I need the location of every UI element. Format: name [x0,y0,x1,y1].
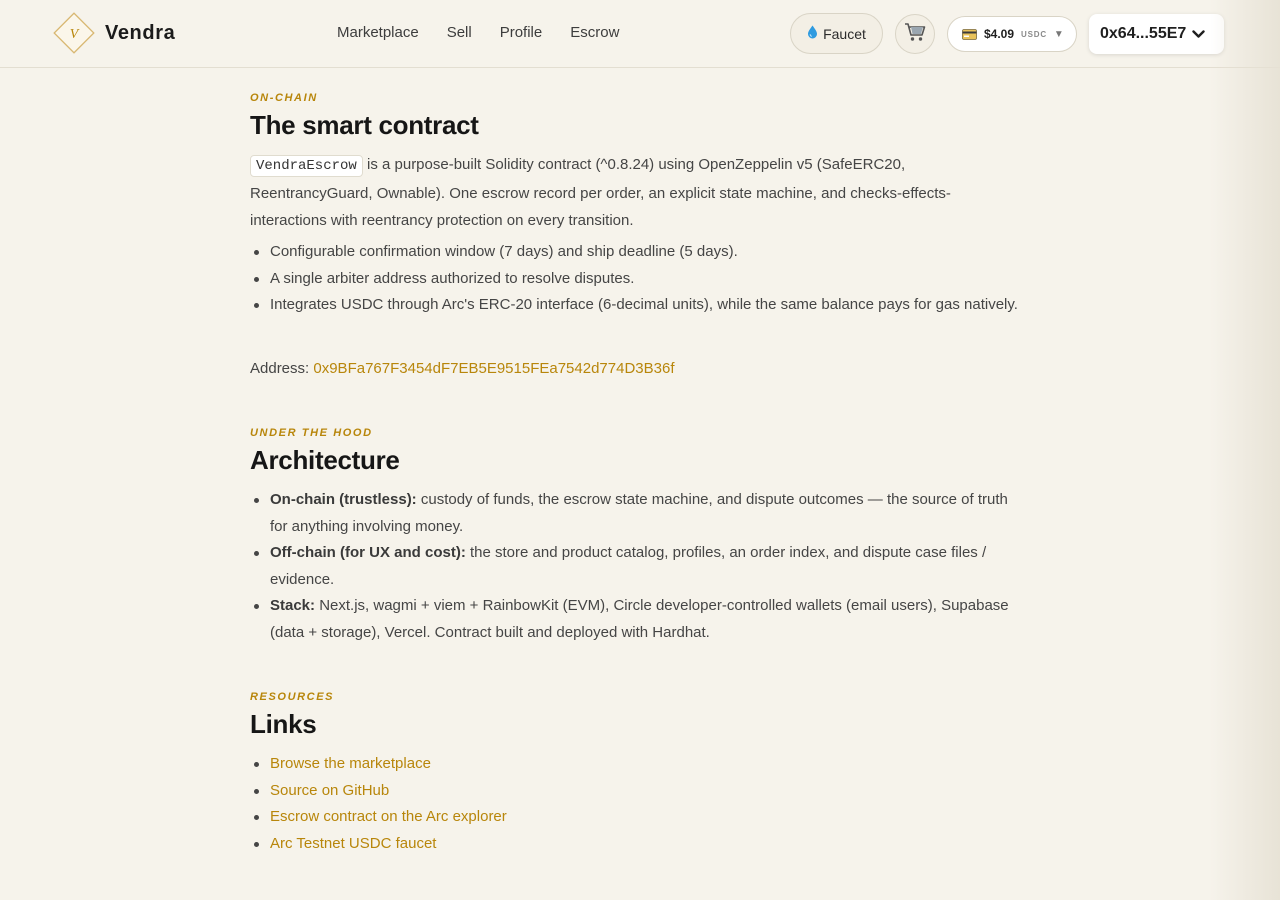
link-usdc-faucet[interactable]: Arc Testnet USDC faucet [270,834,437,852]
credit-card-icon [962,29,977,40]
cart-icon [904,22,926,47]
section-eyebrow-on-chain: ON-CHAIN [250,92,318,104]
nav-item-escrow[interactable]: Escrow [570,24,620,41]
contract-features-list [250,239,1020,319]
list-item [250,778,1020,805]
list-item-term: Off-chain (for UX and cost): [270,544,466,561]
address-label: Address: [250,360,314,377]
nav-item-profile[interactable]: Profile [499,24,543,41]
list-item [250,540,1020,593]
droplet-icon [807,25,818,42]
link-arc-explorer[interactable]: Escrow contract on the Arc explorer [270,808,507,825]
list-item: Integrates USDC through Arc's ERC-20 interface (6-decimal units), while the same balance pays for gas natively. [250,292,1020,319]
svg-text:V: V [69,27,79,42]
section-title-links: Links [250,709,317,739]
right-edge-shadow [1210,0,1280,900]
section-eyebrow-under-the-hood: UNDER THE HOOD [250,427,373,439]
list-item [250,751,1020,778]
wallet-address: 0x64...55E7 [1100,25,1187,42]
nav-item-marketplace[interactable]: Marketplace [337,24,419,41]
contract-intro-text: is a purpose-built Solidity contract (^0.8.24) using OpenZeppelin v5 (SafeERC20, ReentrancyGuard, Ownable). One escrow record per order, an explicit state machine, and checks-effects-interactions with reentrancy protection on every transition. [250,156,951,229]
list-item [250,831,1020,858]
list-item: Configurable confirmation window (7 days) and ship deadline (5 days). [250,239,1020,266]
balance-dropdown[interactable] [947,16,1077,52]
main-nav [337,24,647,41]
chevron-down-icon [1192,30,1205,39]
section-eyebrow-resources: RESOURCES [250,691,335,703]
vendra-logo-icon [50,9,98,57]
contract-address-link[interactable]: 0x9BFa767F3454dF7EB5E9515FEa7542d774D3B36f [313,360,675,377]
list-item [250,487,1020,540]
architecture-list [250,487,1020,646]
faucet-button[interactable] [790,13,883,54]
link-browse-marketplace[interactable]: Browse the marketplace [270,755,431,772]
list-item-term: On-chain (trustless): [270,491,417,508]
section-title-architecture: Architecture [250,445,400,475]
list-item [250,593,1020,646]
wallet-account-button[interactable] [1089,14,1224,54]
list-item-term: Stack: [270,597,316,614]
list-item: A single arbiter address authorized to resolve disputes. [250,266,1020,293]
faucet-label: Faucet [823,25,866,42]
brand-logo-link[interactable] [50,9,175,57]
list-item [250,804,1020,831]
contract-name-code: VendraEscrow [250,155,363,177]
contract-address-line [250,360,674,377]
balance-amount: $4.09 [984,27,1015,41]
balance-unit: USDC [1021,29,1047,39]
contract-intro-paragraph [250,151,1010,234]
nav-item-sell[interactable]: Sell [446,24,472,41]
cart-button[interactable] [895,14,935,54]
brand-name: Vendra [105,21,176,44]
caret-down-icon: ▼ [1053,28,1064,40]
list-item-text: the store and product catalog, profiles, an order index, and dispute case files / evidence. [270,544,987,588]
resource-links-list [250,751,1020,857]
top-nav-bar [0,0,1280,68]
list-item-text: custody of funds, the escrow state machine, and dispute outcomes — the source of truth for anything involving money. [270,491,1008,535]
section-title-smart-contract: The smart contract [250,110,479,140]
link-source-github[interactable]: Source on GitHub [270,781,390,799]
list-item-text: Next.js, wagmi + viem + RainbowKit (EVM), Circle developer-controlled wallets (email users), Supabase (data + storage), Vercel. Contract built and deployed with Hardhat. [270,597,1009,641]
